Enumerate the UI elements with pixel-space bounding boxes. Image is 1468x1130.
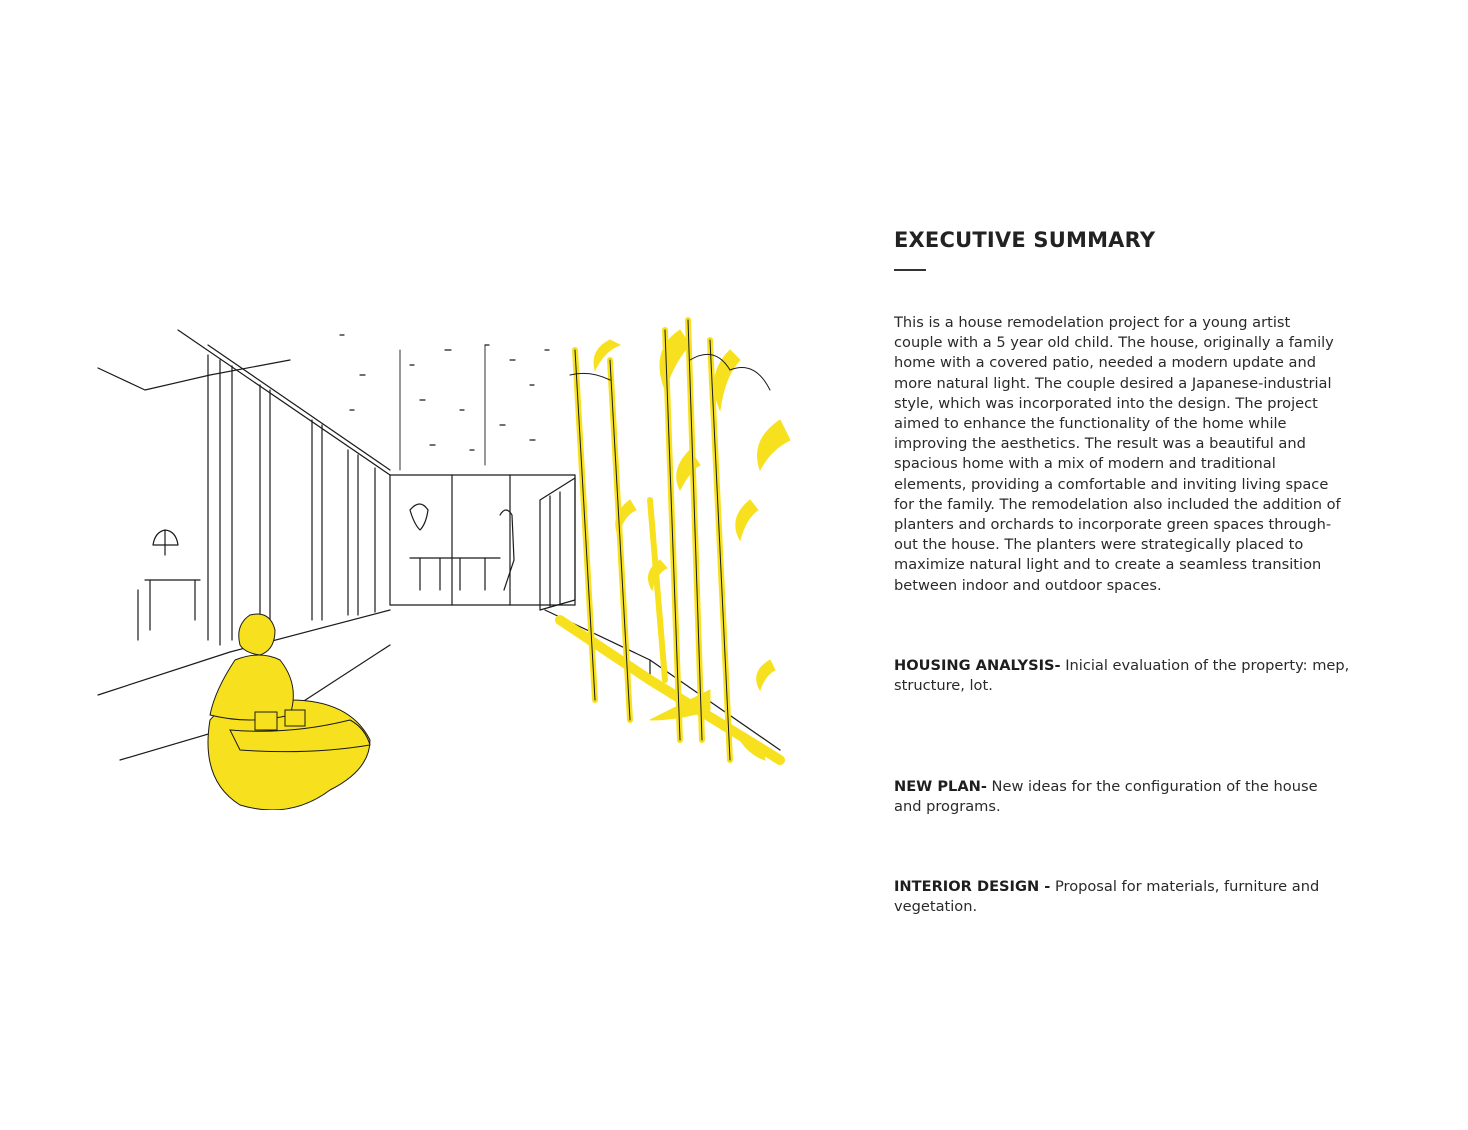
page-title: EXECUTIVE SUMMARY [894, 228, 1156, 252]
summary-paragraph: This is a house remodelation project for a young artist couple with a 5 year old child. The house, originally a family home with a covered patio, needed a modern update and more natural light. The couple desired a Japanese-industrial style, which was incorporated into the design. The project aimed to enhance the functionality of the home while improving the aesthetics. The result was a beautiful and spacious home with a mix of modern and traditional elements, providing a comfortable and inviting living space for the family. The remodelation also included the addition of planters and orchards to incorporate green spaces through- out the house. The planters were strategically placed to maximize natural light and to create a seamless transition between indoor and outdoor spaces. [894, 314, 1341, 594]
item-text: Proposal for materials, furniture and vegetation. [894, 878, 1320, 916]
title-underline [894, 269, 926, 271]
housing-analysis-item [894, 636, 1364, 697]
item-text: New ideas for the configuration of the house and programs. [894, 777, 1318, 815]
new-plan-item [894, 756, 1364, 817]
interior-design-item [894, 857, 1364, 918]
executive-summary [894, 226, 1364, 932]
item-label: NEW PLAN- [894, 777, 987, 795]
item-label: HOUSING ANALYSIS- [894, 657, 1061, 675]
sketch-svg [90, 300, 840, 810]
item-label: INTERIOR DESIGN - [894, 878, 1051, 896]
item-text: Inicial evaluation of the property: mep, structure, lot. [894, 657, 1350, 695]
interior-sketch-illustration [90, 300, 840, 810]
